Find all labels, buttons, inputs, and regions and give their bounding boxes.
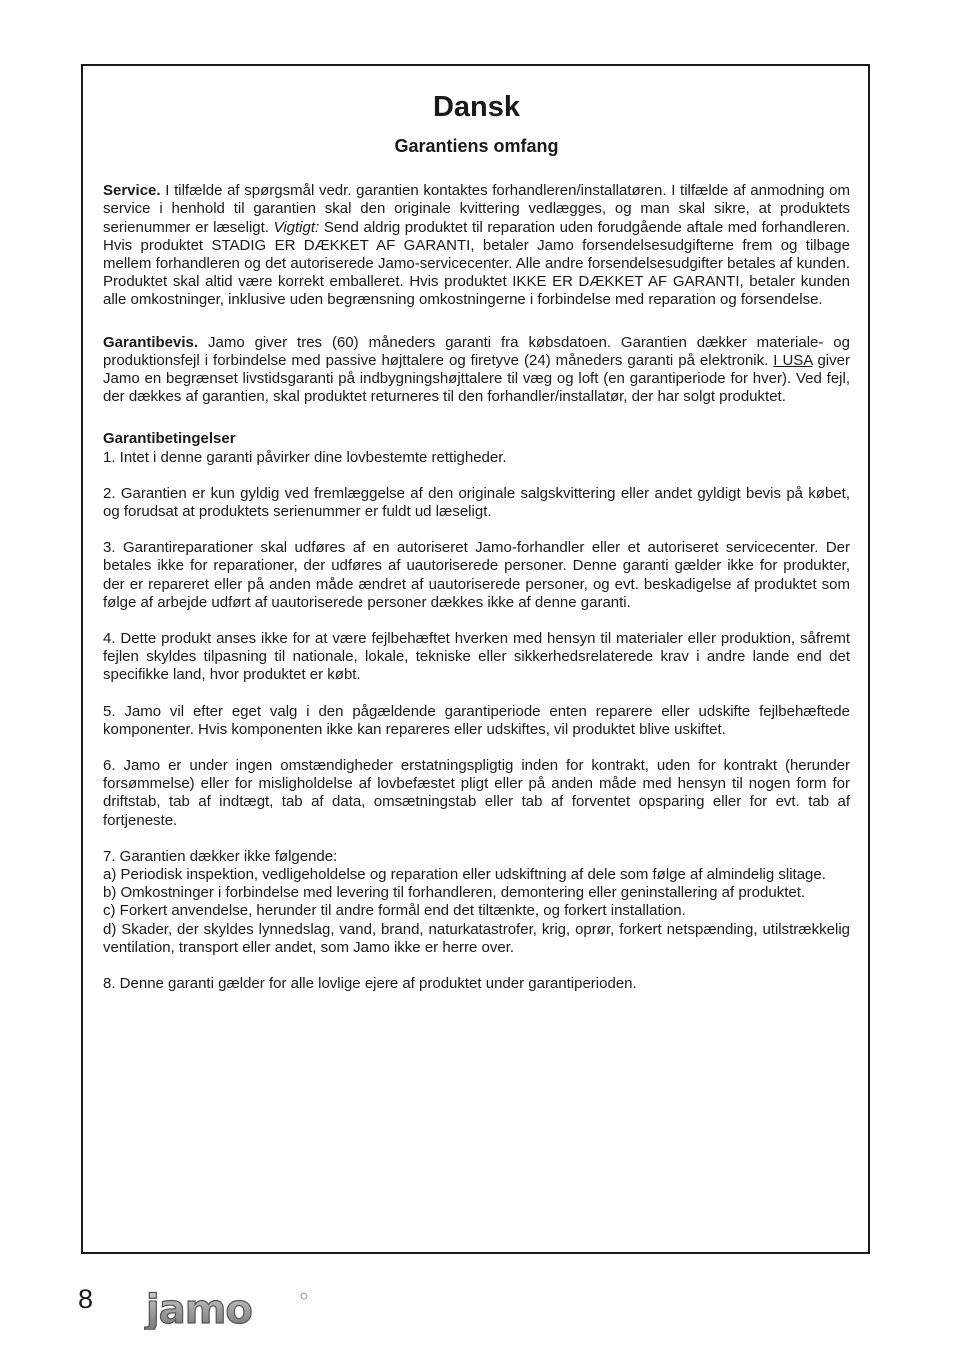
- condition-7a: a) Periodisk inspektion, vedligeholdelse og reparation eller udskiftning af dele som følge af almindelig slitage.: [103, 866, 826, 884]
- condition-6: 6. Jamo er under ingen omstændigheder erstatningspligtig inden for kontrakt, uden for kontrakt (herunder forsømmelse) eller for misligholdelse af lovbefæstet pligt eller på anden måde med hensyn til nogen form for driftstab, tab af indtægt, tab af data, omsætningstab eller tab af forventet opsparing eller for evt. tab af fortjeneste.: [103, 757, 850, 829]
- certificate-text-1: Jamo giver tres (60) måneders garanti fra købsdatoen. Garantien dækker materiale- og produktionsfejl i forbindelse med passive højttalere og firetyve (24) måneders garanti på elektronik.: [103, 333, 850, 369]
- certificate-paragraph: [103, 334, 850, 407]
- condition-7-intro: 7. Garantien dækker ikke følgende:: [103, 847, 338, 865]
- important-label: Vigtigt:: [273, 218, 320, 236]
- conditions-block: [103, 430, 850, 466]
- condition-1: 1. Intet i denne garanti påvirker dine lovbestemte rettigheder.: [103, 448, 507, 466]
- condition-7: [103, 848, 850, 957]
- page-title: Dansk: [432, 91, 521, 123]
- service-paragraph: [103, 182, 850, 309]
- service-text-1: I tilfælde af spørgsmål vedr. garantien kontaktes forhandleren/installatøren. I tilfælde af anmodning om service i henhold til garantien skal den originale kvittering vedlægges, og man skal sikre, at produktets serienummer er læseligt.: [103, 182, 850, 236]
- jamo-logo: [144, 1290, 309, 1335]
- service-text-2: Send aldrig produktet til reparation uden forudgående aftale med forhandleren. Hvis produktet STADIG ER DÆKKET AF GARANTI, betaler Jamo forsendelsesudgifterne frem og tilbage mellem forhandleren og det autoriserede Jamo-servicecenter. Alle andre forsendelsesudgifter betales af kunden. Produktet skal altid være korrekt emballeret. Hvis produktet IKKE ER DÆKKET AF GARANTI, betaler kunden alle omkostninger, inklusive uden begrænsning omkostningerne i forbindelse med reparation og forsendelse.: [103, 218, 851, 309]
- condition-2: 2. Garantien er kun gyldig ved fremlæggelse af den originale salgskvittering eller andet gyldigt bevis på købet, og forudsat at produktets serienummer er fuldt ud læseligt.: [103, 484, 850, 521]
- conditions-heading: Garantibetingelser: [103, 430, 236, 448]
- usa-text: I USA: [773, 351, 813, 369]
- condition-3: 3. Garantireparationer skal udføres af en autoriseret Jamo-forhandler eller et autoriseret servicecenter. Der betales ikke for reparationer, der udføres af uautoriserede personer. Denne garanti gælder ikke for produkter, der er repareret eller på anden måde ændret af uautoriserede personer, og evt. beskadigelse af produktet som følge af arbejde udført af uautoriserede personer dækkes ikke af denne garanti.: [103, 539, 850, 611]
- warranty-content: [103, 90, 850, 993]
- condition-7c: c) Forkert anvendelse, herunder til andre formål end det tiltænkte, og forkert installation.: [103, 902, 686, 920]
- condition-8: 8. Denne garanti gælder for alle lovlige ejere af produktet under garantiperioden.: [103, 975, 637, 993]
- condition-4: 4. Dette produkt anses ikke for at være fejlbehæftet hverken med hensyn til materialer eller produktion, såfremt fejlen skyldes tilpasning til nationale, lokale, tekniske eller sikkerhedsrelaterede krav i andre lande end det specifikke land, hvor produktet er købt.: [103, 630, 850, 684]
- condition-5: 5. Jamo vil efter eget valg i den pågældende garantiperiode enten reparere eller udskifte fejlbehæftede komponenter. Hvis komponenten ikke kan repareres eller udskiftes, vil produktet blive uskiftet.: [103, 702, 850, 738]
- page-number: 8: [78, 1284, 94, 1314]
- warranty-frame: [81, 64, 870, 1254]
- condition-7d: d) Skader, der skyldes lynnedslag, vand, brand, naturkatastrofer, krig, oprør, forkert netspænding, utilstrækkelig ventilation, transport eller andet, som Jamo ikke er herre over.: [103, 920, 850, 956]
- certificate-text-2: giver Jamo en begrænset livstidsgaranti på indbygningshøjttalere til væg og loft (en garantiperiode for hver). Ved fejl, der dækkes af garantien, skal produktet returneres til den forhandler/installatør, der har solgt produktet.: [103, 351, 850, 406]
- certificate-label: Garantibevis.: [103, 333, 199, 351]
- svg-text:jamo: jamo: [146, 1290, 252, 1330]
- condition-7b: b) Omkostninger i forbindelse med levering til forhandleren, demontering eller geninstallering af produktet.: [103, 884, 806, 902]
- service-label: Service.: [103, 182, 161, 200]
- page-subtitle: Garantiens omfang: [394, 135, 559, 156]
